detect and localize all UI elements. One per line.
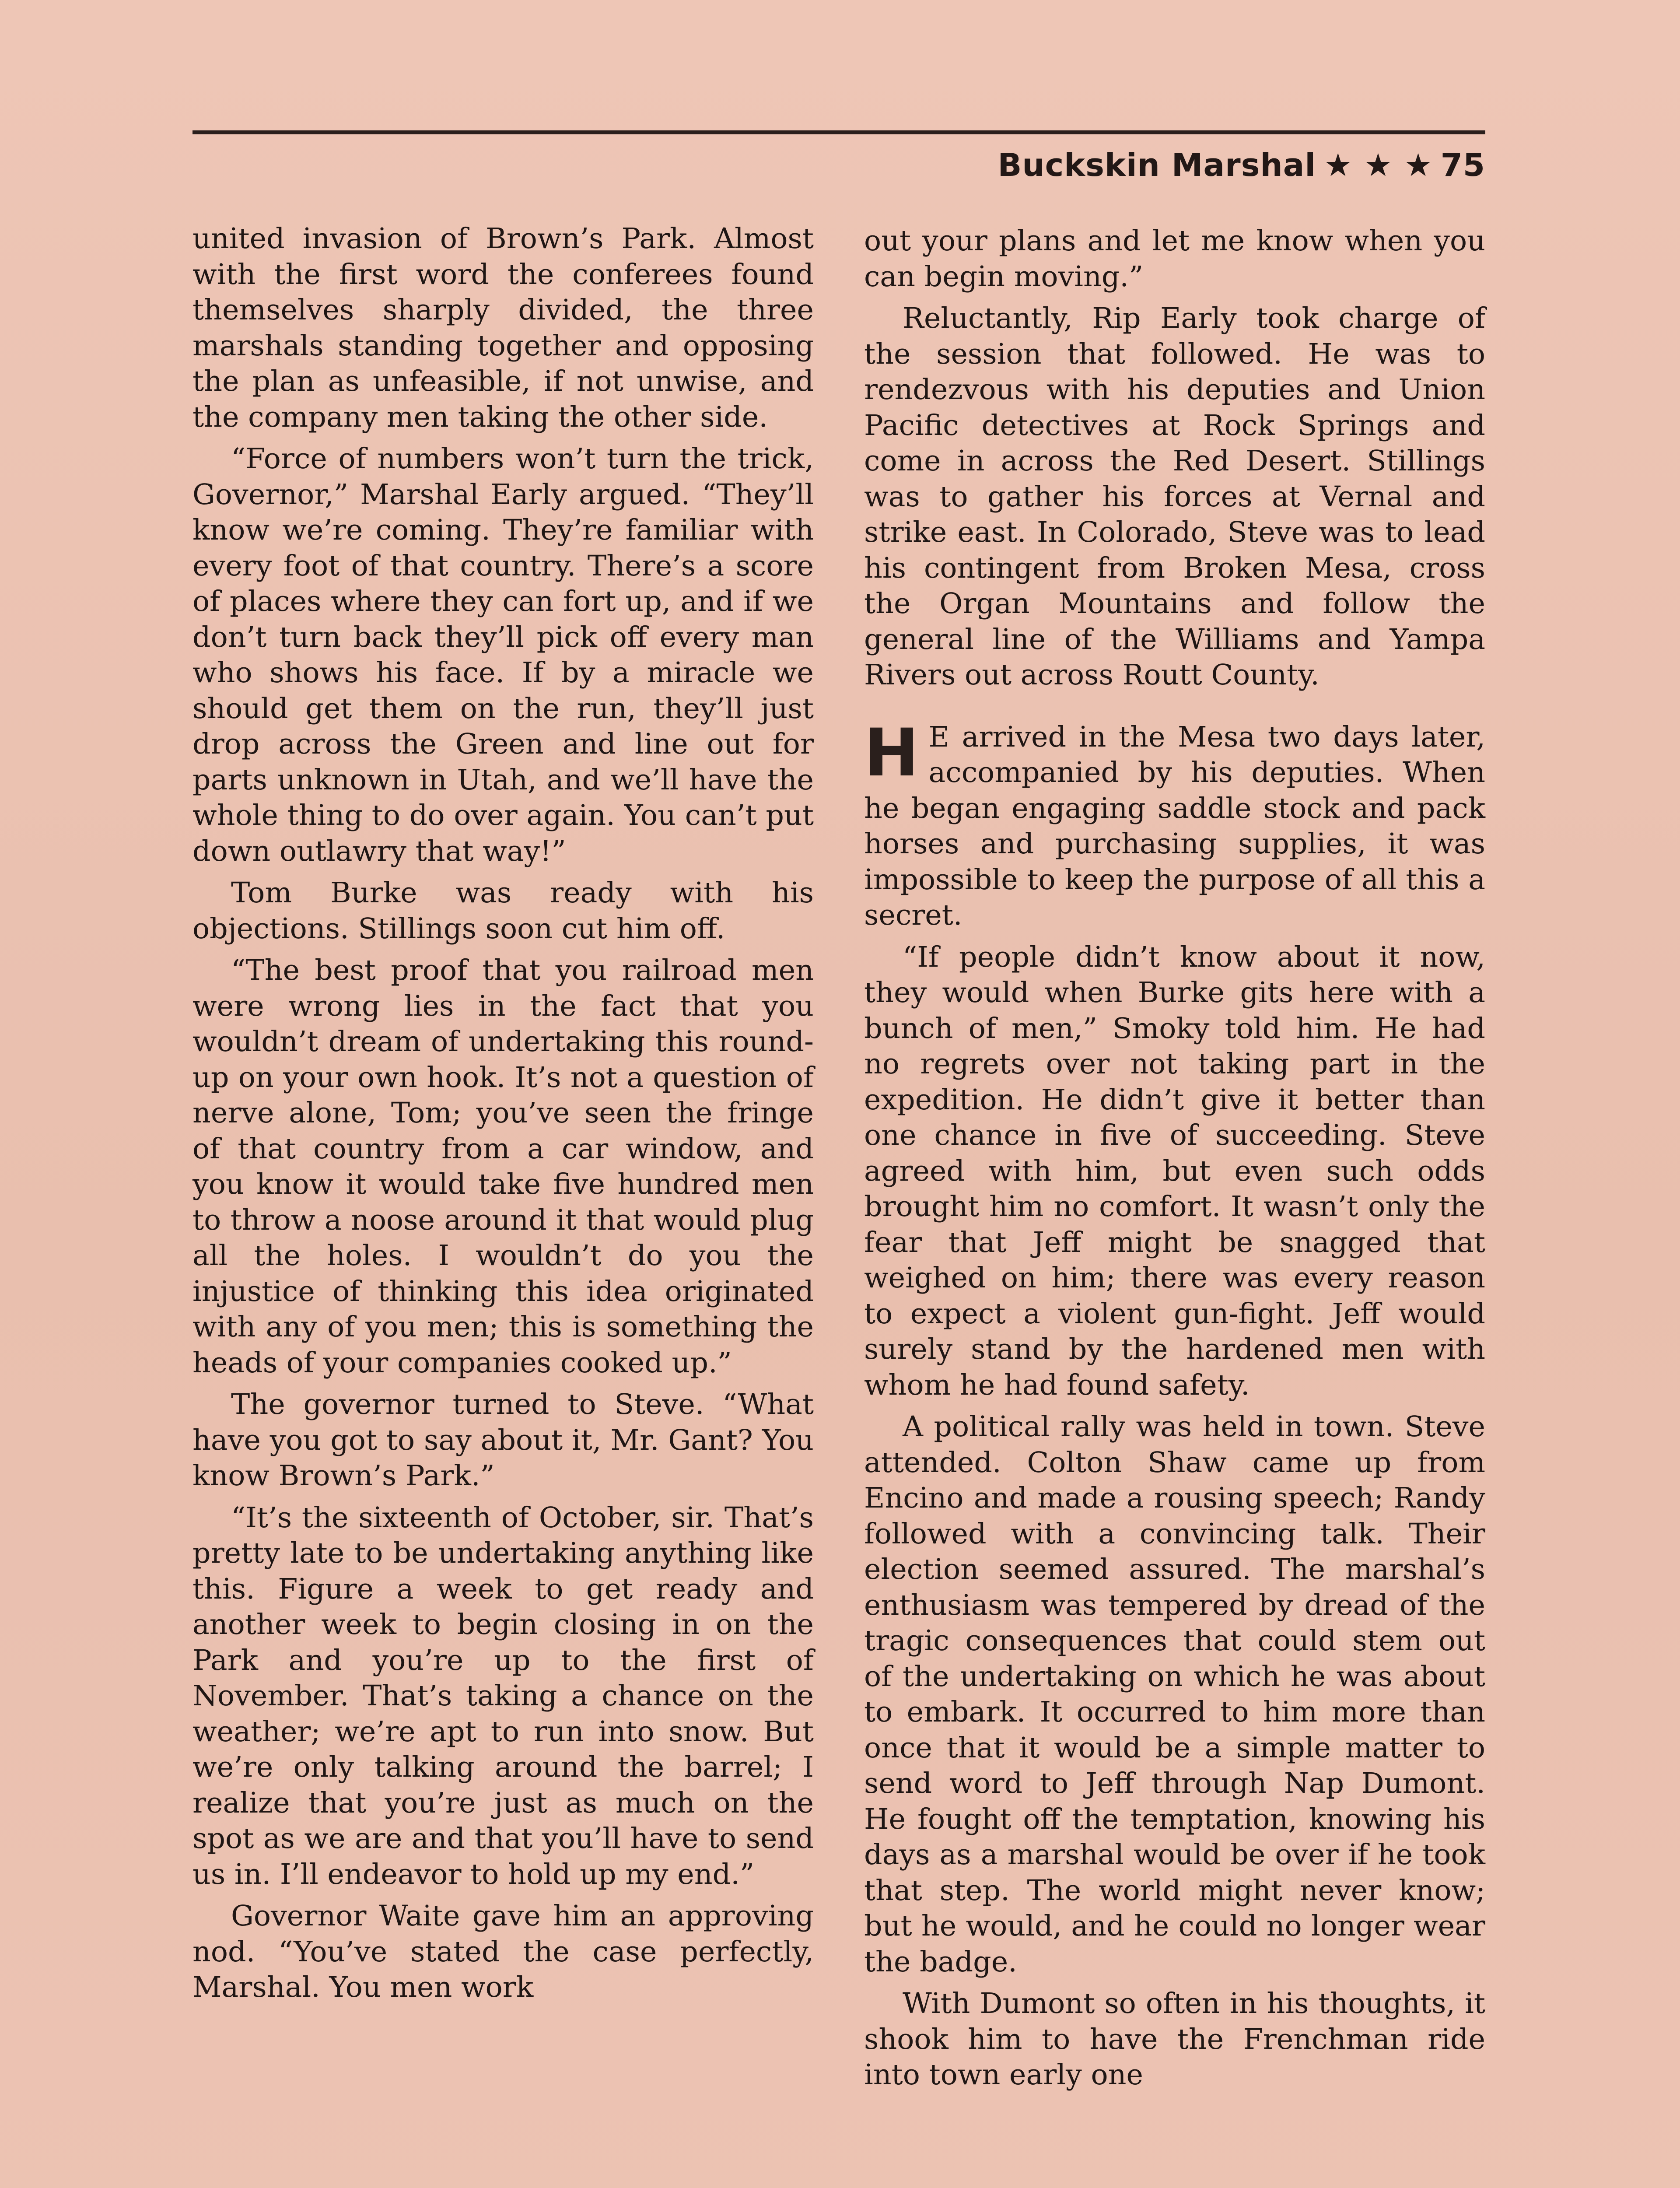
paragraph: Governor Waite gave him an approving nod. “You’ve stated the case perfectly, Marshal. You men work bbox=[192, 1900, 814, 2004]
paragraph: out your plans and let me know when you can begin moving.” bbox=[864, 224, 1485, 293]
paragraph: The governor turned to Steve. “What have you got to say about it, Mr. Gant? You know Brown’s Park.” bbox=[192, 1388, 814, 1492]
paragraph: “It’s the sixteenth of October, sir. That’s pretty late to be undertaking anything like this. Figure a week to get ready and another week to begin closing in on the Park and you’re up to the first of November. That’s taking a chance on the weather; we’re apt to run into snow. But we’re only talking around the barrel; I realize that you’re just as much on the spot as we are and that you’ll have to send us in. I’ll endeavor to hold up my end.” bbox=[192, 1501, 814, 1891]
paragraph: “The best proof that you railroad men were wrong lies in the fact that you wouldn’t dream of undertaking this round-up on your own hook. It’s not a question of nerve alone, Tom; you’ve seen the fringe of that country from a car window, and you know it would take five hundred men to throw a noose around it that would plug all the holes. I wouldn’t do you the injustice of thinking this idea originated with any of you men; this is something the heads of your companies cooked up.” bbox=[192, 954, 814, 1379]
paragraph: “If people didn’t know about it now, they would when Burke gits here with a bunch of men,” Smoky told him. He had no regrets over not taking part in the expedition. He didn’t give it better than one chance in five of succeeding. Steve agreed with him, but even such odds brought him no comfort. It wasn’t only the fear that Jeff might be snagged that weighed on him; there was every reason to expect a violent gun-fight. Jeff would surely stand by the hardened men with whom he had found safety. bbox=[864, 940, 1485, 1402]
running-header bbox=[998, 147, 1485, 183]
page-number: 75 bbox=[1440, 147, 1485, 183]
paragraph: “Force of numbers won’t turn the trick, Governor,” Marshal Early argued. “They’ll know we’re coming. They’re familiar with every foot of that country. There’s a score of places where they can fort up, and if we don’t turn back they’ll pick off every man who shows his face. If by a miracle we should get them on the run, they’ll just drop across the Green and line out for parts unknown in Utah, and we’ll have the whole thing to do over again. You can’t put down outlawry that way!” bbox=[192, 442, 814, 868]
dropcap-paragraph bbox=[864, 715, 1485, 933]
paragraph: With Dumont so often in his thoughts, it shook him to have the Frenchman ride into town early one bbox=[864, 1987, 1485, 2091]
left-column bbox=[192, 221, 814, 2012]
header-title: Buckskin Marshal bbox=[998, 147, 1316, 183]
paragraph: A political rally was held in town. Steve attended. Colton Shaw came up from Encino and made a rousing speech; Randy followed with a convincing talk. Their election seemed assured. The marshal’s enthusiasm was tempered by dread of the tragic consequences that could stem out of the undertaking on which he was about to embark. It occurred to him more than once that it would be a simple matter to send word to Jeff through Nap Dumont. He fought off the temptation, knowing his days as a marshal would be over if he took that step. The world might never know; but he would, and he could no longer wear the badge. bbox=[864, 1410, 1485, 1978]
paragraph: Tom Burke was ready with his objections. Stillings soon cut him off. bbox=[192, 877, 814, 945]
header-stars: ★ ★ ★ bbox=[1324, 147, 1433, 183]
header-rule bbox=[192, 130, 1485, 134]
paragraph: united invasion of Brown’s Park. Almost with the first word the conferees found themselves sharply divided, the three marshals standing together and opposing the plan as unfeasible, if not unwise, and the company men taking the other side. bbox=[192, 222, 814, 434]
drop-cap: H bbox=[864, 715, 919, 791]
dropcap-paragraph-text: E arrived in the Mesa two days later, accompanied by his deputies. When he began engaging saddle stock and pack horses and purchasing supplies, it was impossible to keep the purpose of all this a secret. bbox=[864, 720, 1485, 932]
paragraph: Reluctantly, Rip Early took charge of the session that followed. He was to rendezvous with his deputies and Union Pacific detectives at Rock Springs and come in across the Red Desert. Stillings was to gather his forces at Vernal and strike east. In Colorado, Steve was to lead his contingent from Broken Mesa, cross the Organ Mountains and follow the general line of the Williams and Yampa Rivers out across Routt County. bbox=[864, 302, 1485, 691]
right-column bbox=[864, 223, 1485, 2099]
